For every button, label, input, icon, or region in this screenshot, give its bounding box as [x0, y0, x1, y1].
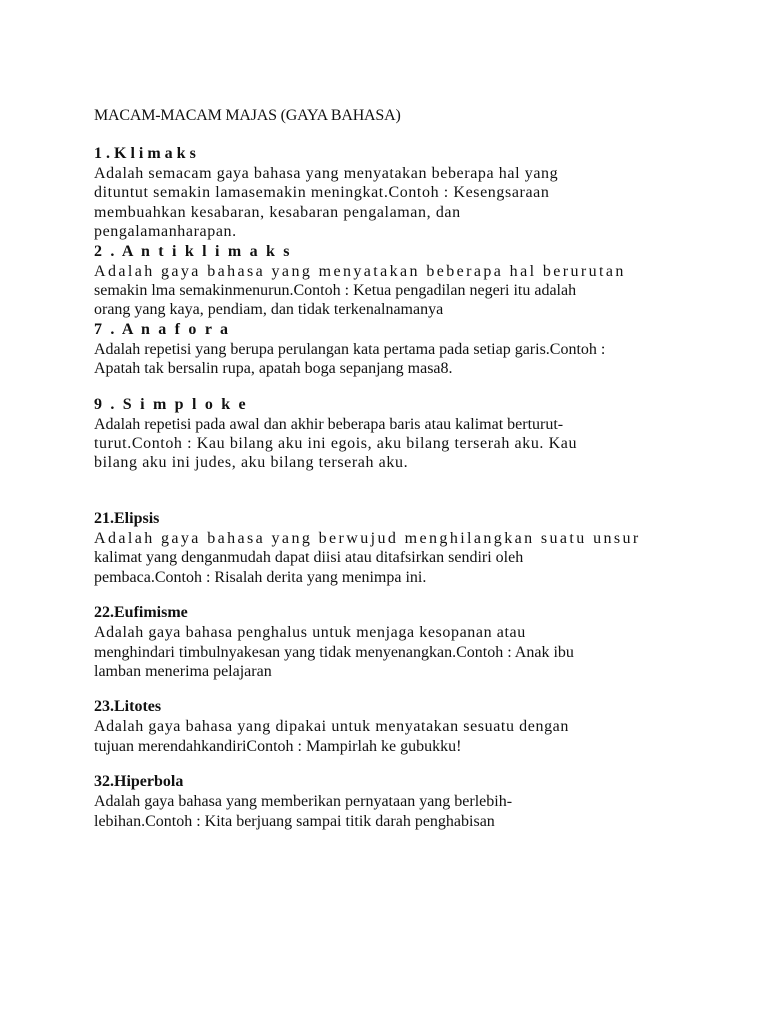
section-litotes — [94, 697, 694, 756]
document-title: MACAM-MACAM MAJAS (GAYA BAHASA) — [94, 107, 401, 124]
spacer — [94, 473, 694, 509]
spacer — [94, 681, 694, 697]
spacer — [94, 587, 694, 603]
section-line: pembaca.Contoh : Risalah derita yang menimpa ini. — [94, 568, 427, 586]
section-line: menghindari timbulnyakesan yang tidak menyenangkan.Contoh : Anak ibu — [94, 643, 574, 661]
section-line: pengalamanharapan. — [94, 223, 237, 241]
section-line: Adalah gaya bahasa yang dipakai untuk menyatakan sesuatu dengan — [94, 718, 569, 736]
section-heading: 22.Eufimisme — [94, 604, 188, 622]
section-line: kalimat yang denganmudah dapat diisi atau ditafsirkan sendiri oleh — [94, 549, 524, 567]
section-line: tujuan merendahkandiriContoh : Mampirlah ke gubukku! — [94, 737, 462, 755]
section-antiklimaks — [94, 242, 694, 320]
section-line: orang yang kaya, pendiam, dan tidak terkenalnamanya — [94, 301, 444, 319]
section-line: semakin lma semakinmenurun.Contoh : Ketua pengadilan negeri itu adalah — [94, 282, 577, 300]
section-line: Adalah gaya bahasa yang berwujud menghilangkan suatu unsur — [94, 529, 641, 547]
section-line: Adalah repetisi yang berupa perulangan kata pertama pada setiap garis.Contoh : — [94, 340, 606, 358]
section-hiperbola — [94, 772, 694, 831]
section-klimaks — [94, 144, 694, 242]
section-line: turut.Contoh : Kau bilang aku ini egois, aku bilang terserah aku. Kau — [94, 435, 578, 453]
section-line: Adalah gaya bahasa yang memberikan pernyataan yang berlebih- — [94, 793, 513, 811]
section-line: Adalah repetisi pada awal dan akhir beberapa baris atau kalimat berturut- — [94, 415, 564, 433]
section-heading: 23.Litotes — [94, 698, 162, 716]
section-anafora — [94, 320, 694, 379]
section-line: lebihan.Contoh : Kita berjuang sampai titik darah penghabisan — [94, 812, 495, 830]
section-eufimisme — [94, 603, 694, 681]
section-line: Adalah semacam gaya bahasa yang menyatakan beberapa hal yang — [94, 165, 559, 182]
section-line: dituntut semakin lamasemakin meningkat.Contoh : Kesengsaraan — [94, 184, 550, 202]
section-line: membuahkan kesabaran, kesabaran pengalaman, dan — [94, 203, 461, 221]
section-elipsis — [94, 509, 694, 587]
section-heading: 2 . A n t i k l i m a k s — [94, 242, 292, 260]
section-line: bilang aku ini judes, aku bilang terserah aku. — [94, 454, 409, 472]
section-heading: 1 . K l i m a k s — [94, 145, 196, 162]
section-heading: 7 . A n a f o r a — [94, 320, 231, 338]
spacer — [94, 379, 694, 395]
section-line: lamban menerima pelajaran — [94, 662, 272, 680]
section-heading: 32.Hiperbola — [94, 773, 184, 791]
section-heading: 9 . S i m p l o k e — [94, 395, 248, 413]
spacer — [94, 756, 694, 772]
section-line: Adalah gaya bahasa penghalus untuk menjaga kesopanan atau — [94, 624, 526, 642]
section-line: Apatah tak bersalin rupa, apatah boga sepanjang masa8. — [94, 360, 453, 378]
document-page — [94, 106, 694, 831]
section-simploke — [94, 395, 694, 473]
section-heading: 21.Elipsis — [94, 509, 160, 527]
section-line: Adalah gaya bahasa yang menyatakan beberapa hal berurutan — [94, 262, 626, 280]
